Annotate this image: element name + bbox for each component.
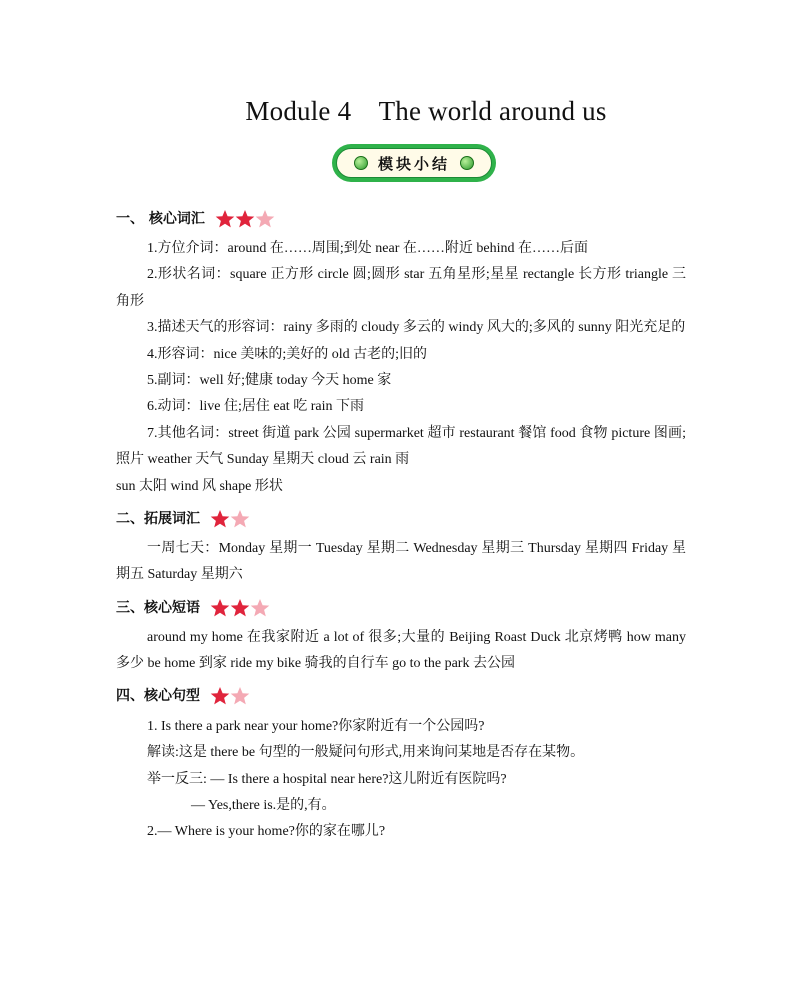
vocab-line: 5.副词：well 好;健康 today 今天 home 家 [147,373,392,389]
section-heading-core-vocab: 一、 核心词汇 [116,204,686,234]
star-icon [230,509,250,529]
vocab-line: sun 太阳 wind 风 shape 形状 [116,478,283,494]
extended-vocab-text: 一周七天：Monday 星期一 Tuesday 星期二 Wednesday 星期三 Thursday 星期四 Friday 星期五 Saturday 星期六 [116,541,686,583]
page-title: Module 4 The world around us [245,96,607,126]
rating-stars [210,683,250,709]
section-heading-core-sentences: 四、核心句型 [116,682,686,712]
star-icon [210,686,230,706]
vocab-line: 2.形状名词：square 正方形 circle 圆;圆形 star 五角星形;星星 rectangle 长方形 triangle 三角形 [116,267,686,309]
star-icon [250,598,270,618]
star-icon [215,209,235,229]
star-icon [255,209,275,229]
phrases-text: around my home 在我家附近 a lot of 很多;大量的 Beijing Roast Duck 北京烤鸭 how many 多少 be home 到家 ride my bike 骑我的自行车 go to the park 去公园 [116,629,686,672]
vocab-line: 1.方位介词：around 在……周围;到处 near 在……附近 behind 在……后面 [147,241,588,256]
vocab-line: 3.描述天气的形容词：rainy 多雨的 cloudy 多云的 windy 风大的;多风的 sunny 阳光充足的 [147,320,686,336]
vocab-line: 7.其他名词：street 街道 park 公园 supermarket 超市 restaurant 餐馆 food 食物 picture 图画;照片 weather 天气 Sunday 星期天 cloud 云 rain 雨 [116,425,686,468]
rating-stars [210,506,250,532]
rating-stars [210,595,270,621]
star-icon [230,598,250,618]
star-icon [210,509,230,529]
summary-content [116,200,686,846]
star-icon [230,686,250,706]
sentence-line: 2.— Where is your home?你的家在哪儿? [147,824,386,840]
rating-stars [215,206,275,232]
vocab-line: 6.动词：live 住;居住 eat 吃 rain 下雨 [147,399,364,415]
section-heading-extended-vocab: 二、拓展词汇 [116,504,686,534]
green-dot-icon [354,156,368,170]
section-heading-core-phrases: 三、核心短语 [116,593,686,623]
badge-label: 模块小结 [377,154,450,173]
sentence-line: 1. Is there a park near your home?你家附近有一个公园吗? [147,718,485,734]
green-dot-icon [460,156,474,170]
sentence-example-answer: — Yes,there is.是的,有。 [191,797,336,813]
summary-badge [332,144,496,182]
star-icon [235,209,255,229]
sentence-example-question: 举一反三: — Is there a hospital near here?这儿附近有医院吗? [147,771,507,787]
sentence-note: 解读:这是 there be 句型的一般疑问句形式,用来询问某地是否存在某物。 [147,745,585,761]
star-icon [210,598,230,618]
vocab-line: 4.形容词：nice 美味的;美好的 old 古老的;旧的 [147,346,427,362]
